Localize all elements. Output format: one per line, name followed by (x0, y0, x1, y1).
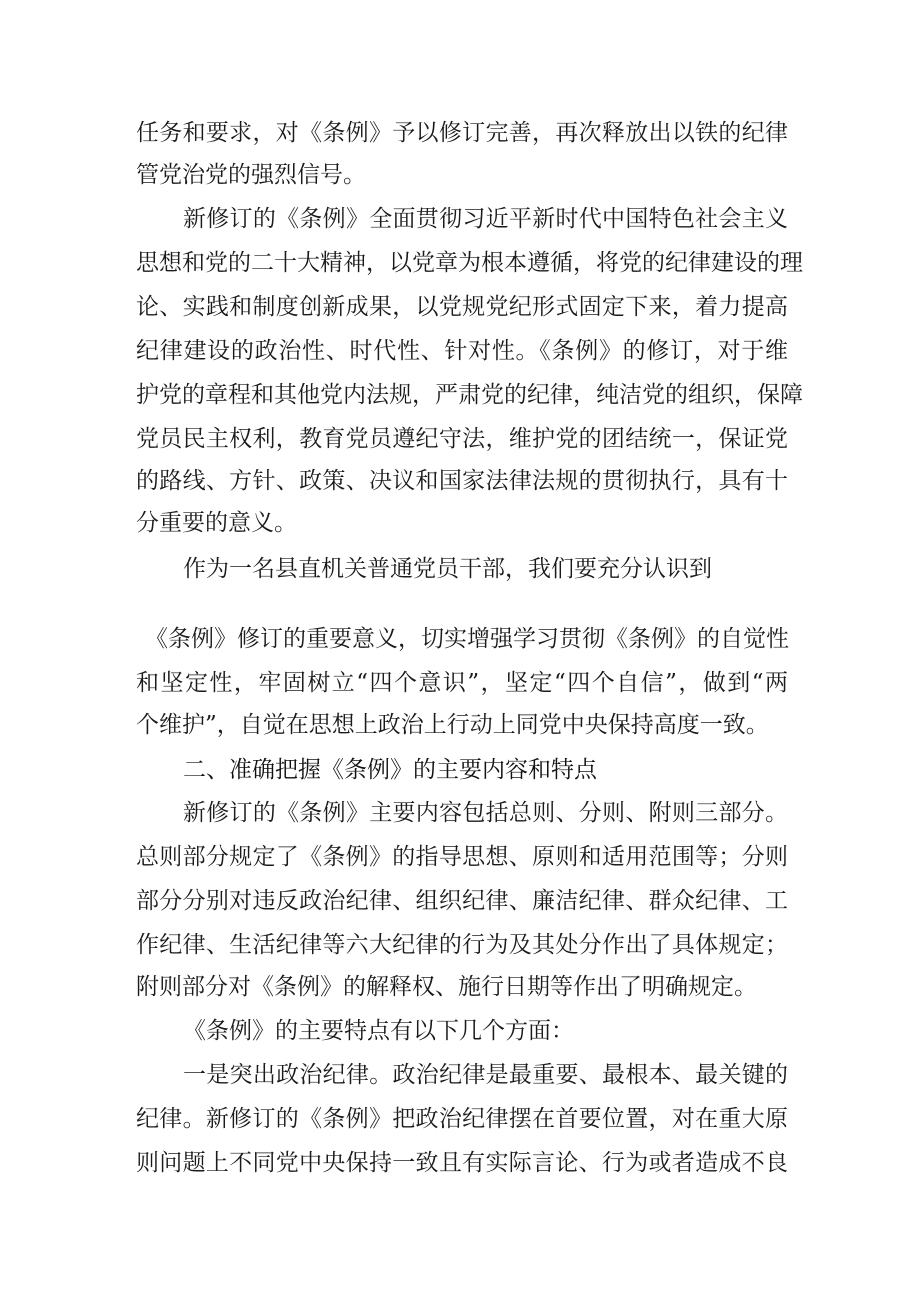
section-heading: 二、准确把握《条例》的主要内容和特点 (183, 757, 597, 783)
paragraph-line: 和坚定性，牢固树立“四个意识”，坚定“四个自信”，做到“两 (136, 670, 788, 696)
paragraph-line: 新修订的《条例》全面贯彻习近平新时代中国特色社会主义 (183, 206, 788, 232)
paragraph-line: 论、实践和制度创新成果，以党规党纪形式固定下来，着力提高 (136, 294, 788, 320)
paragraph-line: 部分分别对违反政治纪律、组织纪律、廉洁纪律、群众纪律、工 (136, 888, 788, 914)
paragraph-line: 思想和党的二十大精神，以党章为根本遵循，将党的纪律建设的理 (136, 250, 803, 276)
paragraph-line: 作纪律、生活纪律等六大纪律的行为及其处分作出了具体规定； (136, 932, 788, 958)
paragraph-line: 纪律。新修订的《条例》把政治纪律摆在首要位置，对在重大原 (136, 1106, 788, 1132)
paragraph-line: 任务和要求，对《条例》予以修订完善，再次释放出以铁的纪律 (136, 120, 788, 146)
paragraph-line: 总则部分规定了《条例》的指导思想、原则和适用范围等；分则 (136, 844, 788, 870)
paragraph-line: 管党治党的强烈信号。 (136, 162, 366, 188)
paragraph-line: 的路线、方针、政策、决议和国家法律法规的贯彻执行，具有十 (136, 468, 788, 494)
paragraph-line: 新修订的《条例》主要内容包括总则、分则、附则三部分。 (183, 800, 788, 826)
paragraph-line: 纪律建设的政治性、时代性、针对性。《条例》的修订，对于维 (136, 338, 788, 364)
paragraph-line: 《条例》修订的重要意义，切实增强学习贯彻《条例》的自觉性 (145, 626, 789, 652)
paragraph-line: 分重要的意义。 (136, 510, 297, 536)
paragraph-line: 《条例》的主要特点有以下几个方面： (183, 1018, 574, 1044)
paragraph-line: 护党的章程和其他党内法规，严肃党的纪律，纯洁党的组织，保障 (136, 382, 803, 408)
paragraph-line: 则问题上不同党中央保持一致且有实际言论、行为或者造成不良 (136, 1150, 788, 1176)
paragraph-line: 作为一名县直机关普通党员干部，我们要充分认识到 (183, 556, 712, 582)
paragraph-line: 一是突出政治纪律。政治纪律是最重要、最根本、最关键的 (183, 1062, 788, 1088)
paragraph-line: 党员民主权利，教育党员遵纪守法，维护党的团结统一，保证党 (136, 426, 788, 452)
paragraph-line: 附则部分对《条例》的解释权、施行日期等作出了明确规定。 (136, 974, 757, 1000)
paragraph-line: 个维护”，自觉在思想上政治上行动上同党中央保持高度一致。 (136, 712, 769, 738)
